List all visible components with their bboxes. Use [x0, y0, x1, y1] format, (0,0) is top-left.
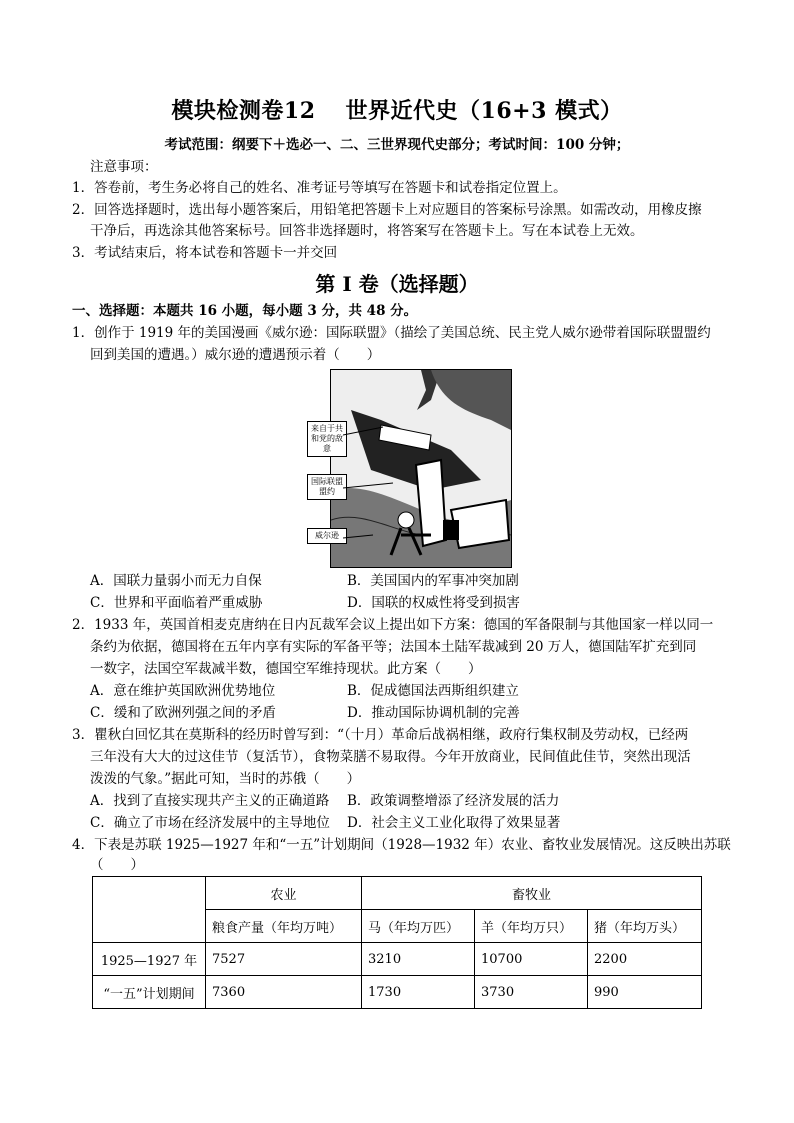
table-row: [93, 943, 702, 976]
table-header-row: [93, 877, 702, 910]
q2-stem-line: 一数字，法国空军裁减半数，德国空军维持现状。此方案（ ）: [90, 661, 482, 677]
q3-option-b: B．政策调整增添了经济发展的活力: [347, 793, 560, 809]
q4-stem-line: （ ）: [90, 857, 144, 873]
table-column-header: 粮食产量（年均万吨）: [206, 910, 362, 943]
section-title: 第 I 卷（选择题）: [315, 272, 479, 296]
q3-option-d: D．社会主义工业化取得了效果显著: [347, 815, 561, 831]
table-cell: 10700: [475, 943, 588, 976]
q2-option-b: B．促成德国法西斯组织建立: [347, 683, 519, 699]
table-column-header: 猪（年均万头）: [588, 910, 702, 943]
table-cell: 3210: [362, 943, 475, 976]
table-cell: 3730: [475, 976, 588, 1009]
table-column-header: 马（年均万匹）: [362, 910, 475, 943]
q2-stem-line: 条约为依据，德国将在五年内享有实际的军备平等；法国本土陆军裁减到 20 万人，德国陆军扩充到同: [90, 639, 697, 655]
table-corner-cell: [93, 877, 206, 943]
note-item: 2．回答选择题时，选出每小题答案后，用铅笔把答题卡上对应题目的答案标号涂黑。如需改动，用橡皮擦: [72, 202, 702, 218]
livestock-table: [92, 876, 702, 1009]
note-item: 1．答卷前，考生务必将自己的姓名、准考证号等填写在答题卡和试卷指定位置上。: [72, 180, 567, 196]
note-item: 3．考试结束后，将本试卷和答题卡一并交回: [72, 245, 338, 261]
q2-option-a: A．意在维护英国欧洲优势地位: [90, 683, 276, 699]
notes-heading: 注意事项：: [90, 159, 158, 175]
q4-stem-line: 4．下表是苏联 1925—1927 年和“一五”计划期间（1928—1932 年）农业、畜牧业发展情况。这反映出苏联: [72, 837, 731, 853]
q1-option-d: D．国联的权威性将受到损害: [347, 595, 520, 611]
q3-stem-line: 三年没有大大的过这佳节（复活节），食物菜膳不易取得。今年开放商业，民间值此佳节，突然出现活: [90, 749, 691, 765]
q3-stem-line: 3．瞿秋白回忆其在莫斯科的经历时曾写到：“（十月）革命后战祸相继，政府行集权制及劳动权，已经两: [72, 727, 689, 743]
table-column-header: 羊（年均万只）: [475, 910, 588, 943]
q1-option-c: C．世界和平面临着严重威胁: [90, 595, 263, 611]
table-row-label: 1925—1927 年: [93, 943, 206, 976]
table-group-header: 农业: [206, 877, 362, 910]
callout-lines: [343, 425, 403, 545]
callout-republican-hostility: 来自于共和党的敌意: [307, 421, 347, 457]
table-group-header: 畜牧业: [362, 877, 702, 910]
callout-wilson: 威尔逊: [307, 528, 347, 544]
table-cell: 990: [588, 976, 702, 1009]
q2-stem-line: 2．1933 年，英国首相麦克唐纳在日内瓦裁军会议上提出如下方案：德国的军备限制与其他国家一样以同一: [72, 617, 714, 633]
q1-stem-line: 1．创作于 1919 年的美国漫画《威尔逊：国际联盟》（描绘了美国总统、民主党人威尔逊带着国际联盟盟约: [72, 325, 711, 341]
table-row: [93, 976, 702, 1009]
page-title: [0, 94, 794, 125]
callout-league-covenant: 国际联盟盟约: [307, 474, 347, 500]
table-row-label: “一五”计划期间: [93, 976, 206, 1009]
table-cell: 1730: [362, 976, 475, 1009]
q1-option-a: A．国联力量弱小而无力自保: [90, 573, 262, 589]
title-part-1: 模块检测卷12: [171, 98, 316, 124]
q1-option-b: B．美国国内的军事冲突加剧: [347, 573, 519, 589]
q1-stem-line: 回到美国的遭遇。）威尔逊的遭遇预示着（ ）: [90, 347, 381, 363]
q2-option-d: D．推动国际协调机制的完善: [347, 705, 520, 721]
table-cell: 7360: [206, 976, 362, 1009]
table-cell: 7527: [206, 943, 362, 976]
table-cell: 2200: [588, 943, 702, 976]
section-instruction: 一、选择题：本题共 16 小题，每小题 3 分，共 48 分。: [72, 303, 418, 319]
title-part-2: 世界近代史（16+3 模式）: [345, 98, 623, 124]
exam-scope: 考试范围：纲要下＋选必一、二、三世界现代史部分；考试时间：100 分钟；: [164, 137, 630, 153]
q3-option-a: A．找到了直接实现共产主义的正确道路: [90, 793, 330, 809]
note-item: 干净后，再选涂其他答案标号。回答非选择题时，将答案写在答题卡上。写在本试卷上无效。: [90, 223, 644, 239]
q2-option-c: C．缓和了欧洲列强之间的矛盾: [90, 705, 276, 721]
q3-stem-line: 泼泼的气象。”据此可知，当时的苏俄（ ）: [90, 771, 361, 787]
q3-option-c: C．确立了市场在经济发展中的主导地位: [90, 815, 330, 831]
